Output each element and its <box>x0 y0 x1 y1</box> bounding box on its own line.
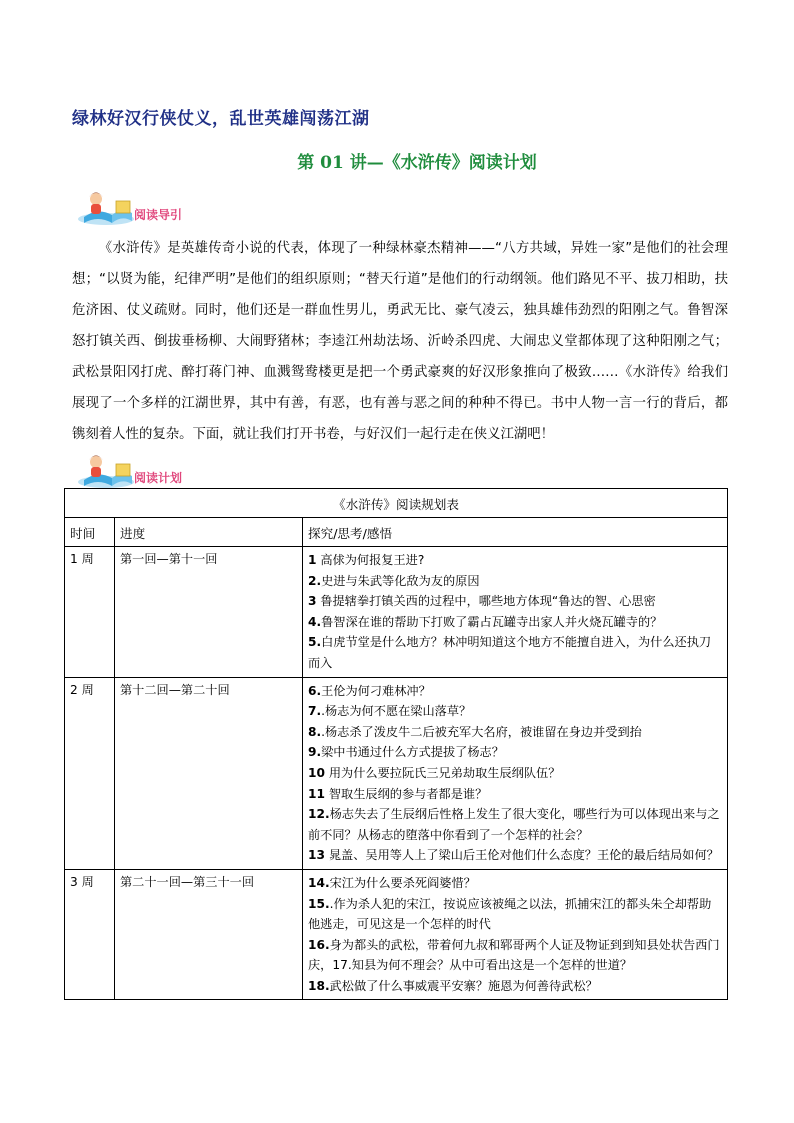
question-number: 2. <box>308 573 322 588</box>
question-text: 鲁提辖拳打镇关西的过程中，哪些地方体现“鲁达的智、心思密 <box>316 594 656 609</box>
progress-cell: 第二十一回—第三十一回 <box>115 869 303 1000</box>
question-text: 身为都头的武松，带着何九叔和郓哥两个人证及物证到到知县处状告西门庆，17.知县为何不理会？从中可看出这是一个怎样的世道？ <box>308 937 720 973</box>
question-item <box>308 742 722 763</box>
question-number: 18. <box>308 978 330 993</box>
question-item <box>308 976 722 997</box>
question-text: .杨志为何不愿在梁山落草？ <box>321 704 472 719</box>
lesson-subtitle <box>0 148 794 173</box>
question-number: 3 <box>308 594 317 609</box>
week-cell: 3 周 <box>65 869 115 1000</box>
question-number: 14. <box>308 875 330 890</box>
question-item <box>308 935 722 976</box>
lesson-subtitle-text: 第 01 讲—《水浒传》阅读计划 <box>297 153 537 173</box>
question-text: 武松做了什么事威震平安寨？施恩为何善待武松？ <box>329 978 598 993</box>
reading-child-icon <box>72 187 134 227</box>
header-progress: 进度 <box>115 518 303 547</box>
question-number: 13 <box>308 848 325 863</box>
question-text: .杨志杀了泼皮牛二后被充军大名府，被谁留在身边并受到抬 <box>321 724 642 739</box>
question-text: 白虎节堂是什么地方？林冲明知道这个地方不能擅自进入，为什么还执刀而入 <box>308 635 712 670</box>
question-item <box>308 612 722 633</box>
table-header-row <box>65 518 728 547</box>
question-text: 王伦为何刁难林冲？ <box>321 683 431 698</box>
section-plan-label: 阅读计划 <box>134 471 183 485</box>
table-body <box>65 547 728 1000</box>
question-number: 16. <box>308 937 330 952</box>
question-text: 晁盖、吴用等人上了梁山后王伦对他们什么态度？王伦的最后结局如何？ <box>324 848 719 863</box>
question-item <box>308 722 722 743</box>
question-number: 5. <box>308 635 322 650</box>
question-number: 12. <box>308 807 330 822</box>
header-reflection: 探究/思考/感悟 <box>303 518 728 547</box>
progress-cell: 第十二回—第二十回 <box>115 677 303 869</box>
question-number: 15. <box>308 896 330 911</box>
question-text: 用为什么要拉阮氏三兄弟劫取生辰纲队伍？ <box>324 765 561 780</box>
questions-cell <box>303 869 728 1000</box>
question-number: 6. <box>308 683 322 698</box>
page-title: 绿林好汉行侠仗义，乱世英雄闯荡江湖 <box>72 109 370 129</box>
header-time: 时间 <box>65 518 115 547</box>
question-number: 9. <box>308 745 322 760</box>
question-item <box>308 804 722 845</box>
question-text: 宋江为什么要杀死阎婆惜？ <box>329 875 476 890</box>
table-caption: 《水浒传》阅读规划表 <box>65 489 728 518</box>
section-intro-label: 阅读导引 <box>134 208 183 222</box>
question-number: 7. <box>308 704 322 719</box>
question-item <box>308 571 722 592</box>
question-number: 8. <box>308 724 322 739</box>
progress-cell: 第一回—第十一回 <box>115 547 303 678</box>
section-plan-heading <box>72 450 232 490</box>
question-item <box>308 681 722 702</box>
question-text: 梁中书通过什么方式提拔了杨志？ <box>321 745 504 760</box>
question-item <box>308 591 722 612</box>
section-intro-heading <box>72 187 232 227</box>
question-item <box>308 632 722 673</box>
question-item <box>308 894 722 935</box>
intro-paragraph: 《水浒传》是英雄传奇小说的代表，体现了一种绿林豪杰精神——“八方共域，异姓一家”是他们的社会理想；“以贤为能，纪律严明”是他们的组织原则；“替天行道”是他们的行动纲领。他们路见不平、拔刀相助，扶危济困、仗义疏财。同时，他们还是一群血性男儿，勇武无比、豪气凌云，独具雄伟劲烈的阳刚之气。鲁智深怒打镇关西、倒拔垂杨柳、大闹野猪林；李逵江州劫法场、沂岭杀四虎、大闹忠义堂都体现了这种阳刚之气；武松景阳冈打虎、醉打蒋门神、血溅鸳鸯楼更是把一个勇武豪爽的好汉形象推向了极致……《水浒传》给我们展现了一个多样的江湖世界，其中有善，有恶，也有善与恶之间的种种不得已。书中人物一言一行的背后，都镌刻着人性的复杂。下面，就让我们打开书卷，与好汉们一起行走在侠义江湖吧！ <box>72 241 728 442</box>
question-text: .作为杀人犯的宋江，按说应该被绳之以法，抓捕宋江的都头朱仝却帮助他逃走，可见这是一个怎样的时代 <box>308 896 712 932</box>
reading-child-icon <box>72 450 134 490</box>
question-item <box>308 873 722 894</box>
question-text: 高俅为何报复王进? <box>316 553 425 567</box>
question-text: 智取生辰纲的参与者都是谁？ <box>324 786 488 801</box>
reading-plan-table <box>64 488 728 1000</box>
question-item <box>308 845 722 866</box>
question-item <box>308 763 722 784</box>
questions-cell <box>303 547 728 678</box>
question-item <box>308 701 722 722</box>
question-text: 史进与朱武等化敌为友的原因 <box>321 573 480 588</box>
week-cell: 2 周 <box>65 677 115 869</box>
questions-cell <box>303 677 728 869</box>
table-row <box>65 677 728 869</box>
question-number: 4. <box>308 614 322 629</box>
question-item <box>308 550 722 571</box>
question-number: 11 <box>308 786 325 801</box>
week-cell: 1 周 <box>65 547 115 678</box>
table-caption-row <box>65 489 728 518</box>
question-text: 杨志失去了生辰纲后性格上发生了很大变化，哪些行为可以体现出来与之前不同？从杨志的堕落中你看到了一个怎样的社会？ <box>308 807 720 842</box>
table-row <box>65 547 728 678</box>
question-number: 10 <box>308 765 325 780</box>
question-text: 鲁智深在谁的帮助下打败了霸占瓦罐寺出家人并火烧瓦罐寺的？ <box>321 614 663 629</box>
table-row <box>65 869 728 1000</box>
question-item <box>308 784 722 805</box>
question-number: 1 <box>308 553 317 567</box>
